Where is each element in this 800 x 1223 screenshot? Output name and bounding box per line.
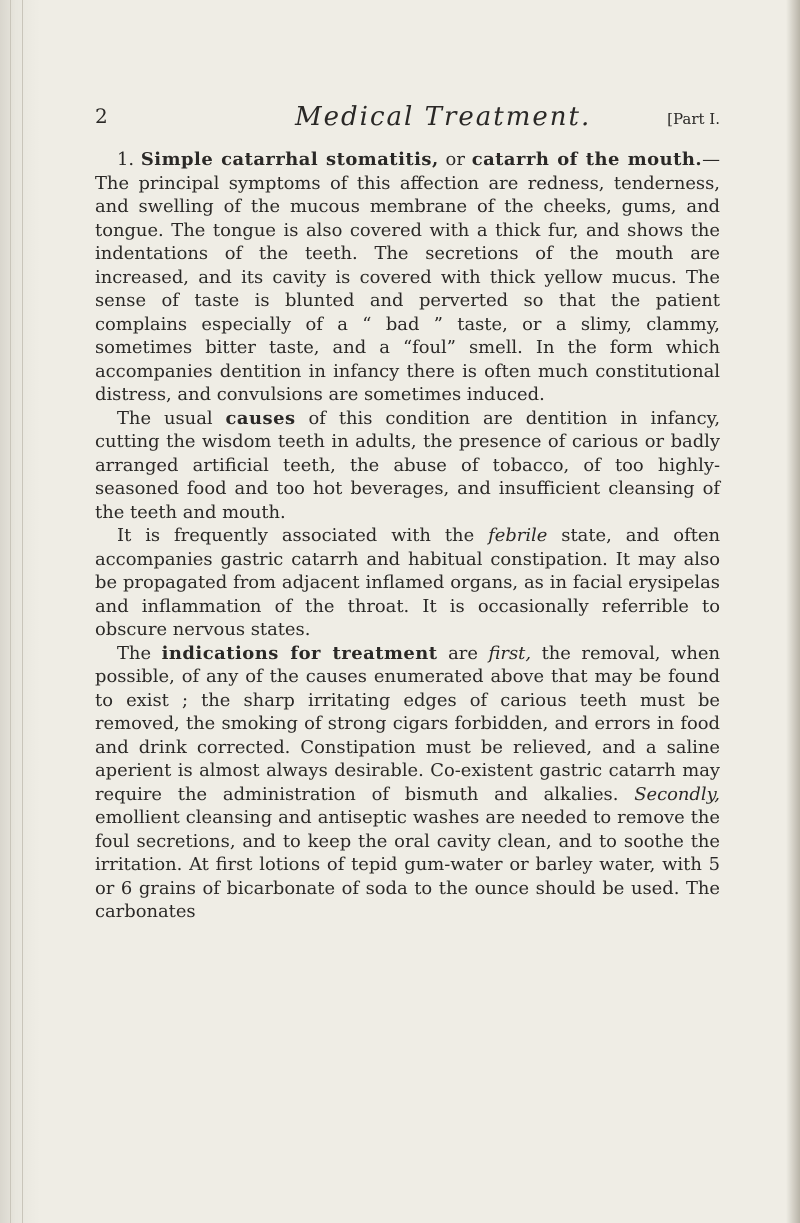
keyword-causes: causes — [225, 407, 296, 429]
paragraph-simple-catarrhal-stomatitis — [95, 148, 720, 407]
body-text — [95, 148, 720, 924]
paragraph-text: the removal, when possible, of any of the causes enumerated above that may be found to exist ; the sharp irritating edges of carious teeth must be removed, the smoking of strong cigars forbidden, and errors in food and drink corrected. Constipation must be relieved, and a saline aperient is almost always desirable. Co-existent gastric catarrh may require the administration of bismuth and alkalies. — [95, 642, 720, 805]
keyword-indications: indications for treatment — [161, 642, 438, 664]
running-title: Medical Treatment. — [295, 102, 592, 132]
paragraph-causes — [95, 407, 720, 525]
italic-secondly: Secondly, — [634, 783, 720, 805]
section-heading-alt: catarrh of the mouth. — [471, 149, 703, 170]
paragraph-text: —The principal symptoms of this affection are redness, tenderness, and swelling of the mucous membrane of the cheeks, gums, and tongue. The tongue is also covered with a thick fur, and shows the indentations of the teeth. The secretions of the mouth are increased, and its cavity is covered with thick yellow mucus. The sense of taste is blunted and perverted so that the patient complains especially of a “ bad ” taste, or a slimy, clammy, sometimes bitter taste, and a “foul” smell. In the form which accompanies dentition in infancy there is often much constitutional distress, and convulsions are sometimes induced. — [95, 149, 720, 405]
heading-connector: or — [438, 149, 472, 170]
italic-first: first, — [488, 642, 532, 664]
paragraph-text: emollient cleansing and antiseptic washes are needed to remove the foul secretions, and to keep the oral cavity clean, and to soothe the irritation. At first lotions of tepid gum-water or barley water, with 5 or 6 grains of bicarbonate of soda to the ounce should be used. The carbonates — [95, 807, 720, 922]
paragraph-lead: It is frequently associated with the — [117, 525, 489, 546]
page-edge-shadow-right — [786, 0, 800, 1223]
running-header — [95, 102, 720, 136]
italic-febrile: febrile — [488, 525, 548, 546]
paragraph-lead: The usual — [117, 407, 226, 429]
paragraph-text: state, and often accompanies gastric catarrh and habitual constipation. It may also be propagated from adjacent inflamed organs, as in facial erysipelas and inflammation of the throat. It is occasionally referrible to obscure nervous states. — [95, 525, 720, 640]
paragraph-text: are — [437, 642, 489, 664]
paragraph-associations — [95, 524, 720, 642]
part-label: [Part I. — [667, 110, 720, 128]
section-number: 1. — [117, 149, 135, 170]
binding-line — [22, 0, 23, 1223]
page-edge-shadow-left — [0, 0, 40, 1223]
paragraph-lead: The — [117, 642, 162, 664]
section-heading: Simple catarrhal stomatitis, — [140, 149, 439, 170]
binding-line — [10, 0, 11, 1223]
paragraph-text: of this condition are dentition in infancy, cutting the wisdom teeth in adults, the presence of carious or badly arranged artificial teeth, the abuse of tobacco, of too highly-seasoned food and too hot beverages, and insufficient cleansing of the teeth and mouth. — [95, 407, 721, 523]
page-number: 2 — [95, 104, 108, 128]
paragraph-indications-for-treatment — [95, 642, 720, 924]
